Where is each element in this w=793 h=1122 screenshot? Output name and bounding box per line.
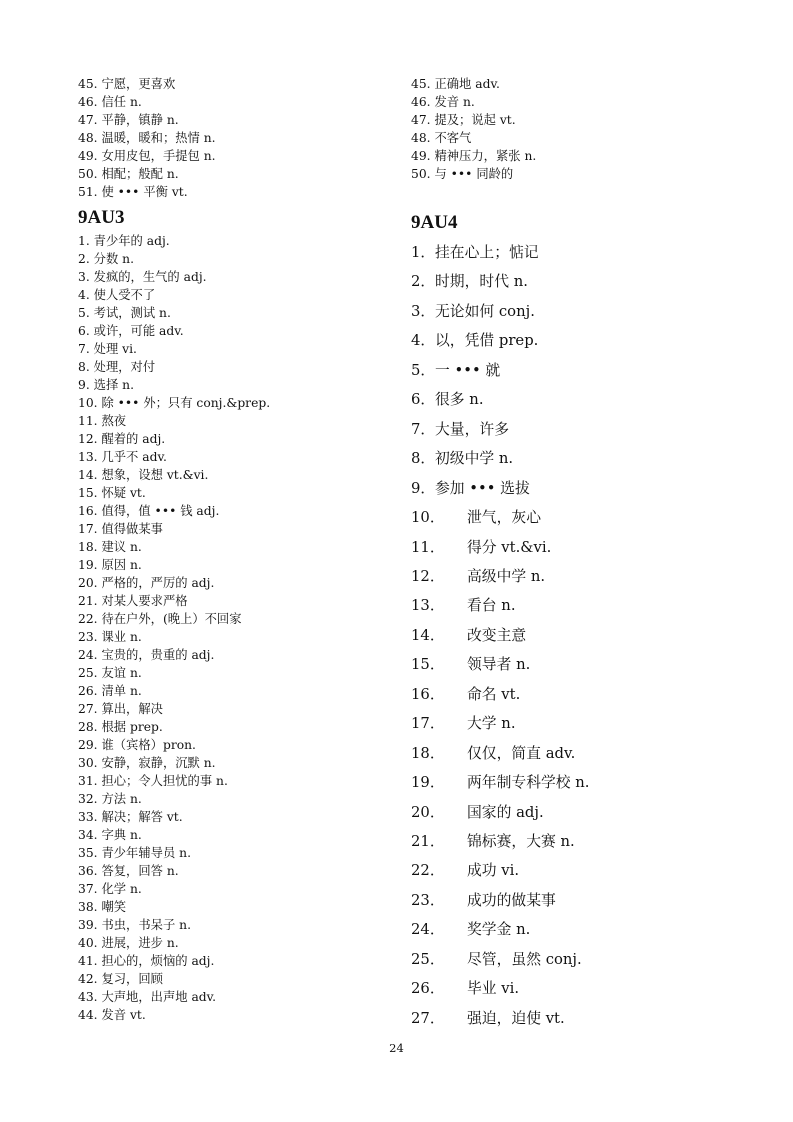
list-item: 4. 使人受不了 bbox=[78, 288, 156, 302]
list-item: 12. 醒着的 adj. bbox=[78, 432, 166, 446]
item-text: 很多 n. bbox=[435, 391, 484, 409]
list-item: 48. 不客气 bbox=[411, 131, 472, 145]
item-text: 高级中学 n. bbox=[467, 568, 546, 585]
list-item: 42. 复习，回顾 bbox=[78, 972, 163, 986]
item-number: 19． bbox=[411, 774, 445, 792]
list-item bbox=[411, 509, 541, 527]
item-number: 14． bbox=[411, 626, 445, 644]
item-number: 11． bbox=[411, 538, 445, 556]
item-text: 挂在心上；惦记 bbox=[435, 244, 539, 261]
item-text: 仅仅，简直 adv. bbox=[467, 744, 576, 762]
list-item: 28. 根据 prep. bbox=[78, 720, 163, 734]
section-heading-9au4: 9AU4 bbox=[411, 212, 458, 233]
item-text: 领导者 n. bbox=[467, 656, 531, 674]
list-item: 48. 温暖，暖和；热情 n. bbox=[78, 131, 216, 145]
list-item bbox=[411, 686, 520, 704]
item-number: 7． bbox=[411, 420, 436, 438]
list-item: 43. 大声地，出声地 adv. bbox=[78, 990, 217, 1004]
item-text: 国家的 adj. bbox=[467, 803, 544, 821]
list-item bbox=[411, 892, 556, 910]
list-item: 46. 发音 n. bbox=[411, 95, 475, 109]
list-item: 8. 处理，对付 bbox=[78, 360, 156, 374]
item-number: 21． bbox=[411, 833, 445, 850]
list-item: 41. 担心的，烦恼的 adj. bbox=[78, 954, 215, 968]
item-text: 成功的做某事 bbox=[467, 891, 556, 909]
list-item: 24. 宝贵的，贵重的 adj. bbox=[78, 648, 215, 662]
list-item: 34. 字典 n. bbox=[78, 828, 142, 842]
list-item: 47. 提及；说起 vt. bbox=[411, 113, 516, 127]
list-item: 23. 课业 n. bbox=[78, 630, 142, 644]
list-item: 33. 解决；解答 vt. bbox=[78, 810, 183, 824]
item-number: 4． bbox=[411, 332, 436, 350]
item-number: 10． bbox=[411, 509, 445, 527]
list-item: 1. 青少年的 adj. bbox=[78, 234, 170, 248]
list-item: 14. 想象，设想 vt.&vi. bbox=[78, 468, 209, 482]
list-item bbox=[411, 862, 519, 880]
item-text: 命名 vt. bbox=[467, 685, 521, 703]
list-item: 17. 值得做某事 bbox=[78, 522, 163, 536]
list-item bbox=[411, 568, 545, 586]
list-item: 18. 建议 n. bbox=[78, 540, 142, 554]
list-item: 39. 书虫，书呆子 n. bbox=[78, 918, 191, 932]
list-item bbox=[411, 627, 526, 645]
list-item: 31. 担心；令人担忧的事 n. bbox=[78, 774, 228, 788]
item-text: 以，凭借 prep. bbox=[435, 332, 539, 350]
list-item: 13. 几乎不 adv. bbox=[78, 450, 167, 464]
list-item bbox=[411, 774, 590, 792]
list-item bbox=[411, 597, 516, 615]
list-item: 47. 平静，镇静 n. bbox=[78, 113, 179, 127]
item-text: 锦标赛，大赛 n. bbox=[467, 833, 575, 850]
item-number: 25． bbox=[411, 950, 445, 968]
list-item bbox=[411, 480, 530, 498]
item-text: 两年制专科学校 n. bbox=[467, 774, 590, 792]
item-number: 18． bbox=[411, 744, 445, 762]
item-number: 16． bbox=[411, 685, 445, 703]
list-item bbox=[411, 921, 530, 939]
list-item: 45. 宁愿，更喜欢 bbox=[78, 77, 176, 91]
list-item bbox=[411, 303, 535, 321]
item-text: 泄气，灰心 bbox=[467, 509, 541, 527]
list-item bbox=[411, 421, 509, 439]
item-text: 时期，时代 n. bbox=[435, 273, 528, 291]
item-text: 强迫，迫使 vt. bbox=[467, 1009, 565, 1027]
item-number: 15． bbox=[411, 656, 445, 674]
list-item bbox=[411, 715, 516, 733]
list-item: 49. 女用皮包，手提包 n. bbox=[78, 149, 216, 163]
item-number: 5． bbox=[411, 361, 436, 379]
item-text: 看台 n. bbox=[467, 597, 516, 615]
item-number: 13． bbox=[411, 597, 445, 615]
item-number: 20． bbox=[411, 803, 445, 821]
list-item: 19. 原因 n. bbox=[78, 558, 142, 572]
list-item: 5. 考试，测试 n. bbox=[78, 306, 171, 320]
list-item bbox=[411, 539, 551, 557]
list-item: 15. 怀疑 vt. bbox=[78, 486, 146, 500]
list-item: 25. 友谊 n. bbox=[78, 666, 142, 680]
section-heading-9au3: 9AU3 bbox=[78, 207, 125, 228]
list-item: 44. 发音 vt. bbox=[78, 1008, 146, 1022]
list-item: 20. 严格的，严厉的 adj. bbox=[78, 576, 215, 590]
item-text: 参加 ••• 选拔 bbox=[435, 479, 530, 497]
item-number: 1． bbox=[411, 244, 436, 261]
list-item: 32. 方法 n. bbox=[78, 792, 142, 806]
list-item: 2. 分数 n. bbox=[78, 252, 134, 266]
item-number: 2． bbox=[411, 273, 436, 291]
item-text: 得分 vt.&vi. bbox=[467, 538, 552, 556]
list-item: 50. 与 ••• 同龄的 bbox=[411, 167, 514, 181]
list-item bbox=[411, 951, 582, 969]
list-item: 22. 待在户外，(晚上）不回家 bbox=[78, 612, 242, 626]
list-item: 38. 嘲笑 bbox=[78, 900, 127, 914]
item-number: 24． bbox=[411, 921, 445, 939]
list-item bbox=[411, 656, 530, 674]
list-item bbox=[411, 745, 575, 763]
list-item: 3. 发疯的，生气的 adj. bbox=[78, 270, 207, 284]
list-item: 51. 使 ••• 平衡 vt. bbox=[78, 185, 188, 199]
list-item: 29. 谁（宾格）pron. bbox=[78, 738, 196, 752]
item-text: 大量，许多 bbox=[435, 420, 509, 438]
item-text: 一 ••• 就 bbox=[435, 361, 501, 379]
list-item: 37. 化学 n. bbox=[78, 882, 142, 896]
list-item bbox=[411, 1010, 565, 1028]
list-item: 40. 进展，进步 n. bbox=[78, 936, 179, 950]
item-text: 毕业 vi. bbox=[467, 980, 520, 998]
list-item bbox=[411, 804, 544, 822]
list-item: 6. 或许，可能 adv. bbox=[78, 324, 184, 338]
list-item bbox=[411, 273, 528, 291]
list-item bbox=[411, 244, 539, 262]
item-text: 初级中学 n. bbox=[435, 450, 514, 468]
page-number: 24 bbox=[389, 1041, 404, 1055]
list-item bbox=[411, 391, 484, 409]
list-item: 27. 算出，解决 bbox=[78, 702, 163, 716]
item-number: 9． bbox=[411, 479, 436, 497]
list-item bbox=[411, 980, 519, 998]
list-item: 30. 安静，寂静，沉默 n. bbox=[78, 756, 216, 770]
list-item bbox=[411, 833, 575, 851]
item-number: 12． bbox=[411, 568, 445, 585]
item-text: 奖学金 n. bbox=[467, 921, 531, 939]
item-number: 3． bbox=[411, 302, 436, 320]
list-item: 36. 答复，回答 n. bbox=[78, 864, 179, 878]
list-item: 9. 选择 n. bbox=[78, 378, 134, 392]
list-item bbox=[411, 362, 500, 380]
item-number: 22． bbox=[411, 862, 445, 880]
item-number: 8． bbox=[411, 450, 436, 468]
list-item: 16. 值得，值 ••• 钱 adj. bbox=[78, 504, 220, 518]
list-item bbox=[411, 332, 538, 350]
list-item: 35. 青少年辅导员 n. bbox=[78, 846, 191, 860]
item-text: 尽管，虽然 conj. bbox=[467, 950, 582, 968]
list-item: 49. 精神压力，紧张 n. bbox=[411, 149, 537, 163]
list-item: 45. 正确地 adv. bbox=[411, 77, 500, 91]
list-item: 10. 除 ••• 外；只有 conj.&prep. bbox=[78, 396, 271, 410]
item-text: 无论如何 conj. bbox=[435, 302, 535, 320]
item-text: 改变主意 bbox=[467, 626, 527, 644]
list-item: 26. 清单 n. bbox=[78, 684, 142, 698]
item-number: 23． bbox=[411, 891, 445, 909]
item-number: 27． bbox=[411, 1009, 445, 1027]
list-item: 7. 处理 vi. bbox=[78, 342, 137, 356]
item-number: 26． bbox=[411, 980, 445, 998]
item-text: 成功 vi. bbox=[467, 862, 520, 880]
list-item: 21. 对某人要求严格 bbox=[78, 594, 188, 608]
list-item bbox=[411, 450, 513, 468]
list-item: 50. 相配；般配 n. bbox=[78, 167, 179, 181]
list-item: 11. 熬夜 bbox=[78, 414, 127, 428]
item-number: 17． bbox=[411, 715, 445, 733]
item-number: 6． bbox=[411, 391, 436, 409]
list-item: 46. 信任 n. bbox=[78, 95, 142, 109]
item-text: 大学 n. bbox=[467, 715, 516, 733]
